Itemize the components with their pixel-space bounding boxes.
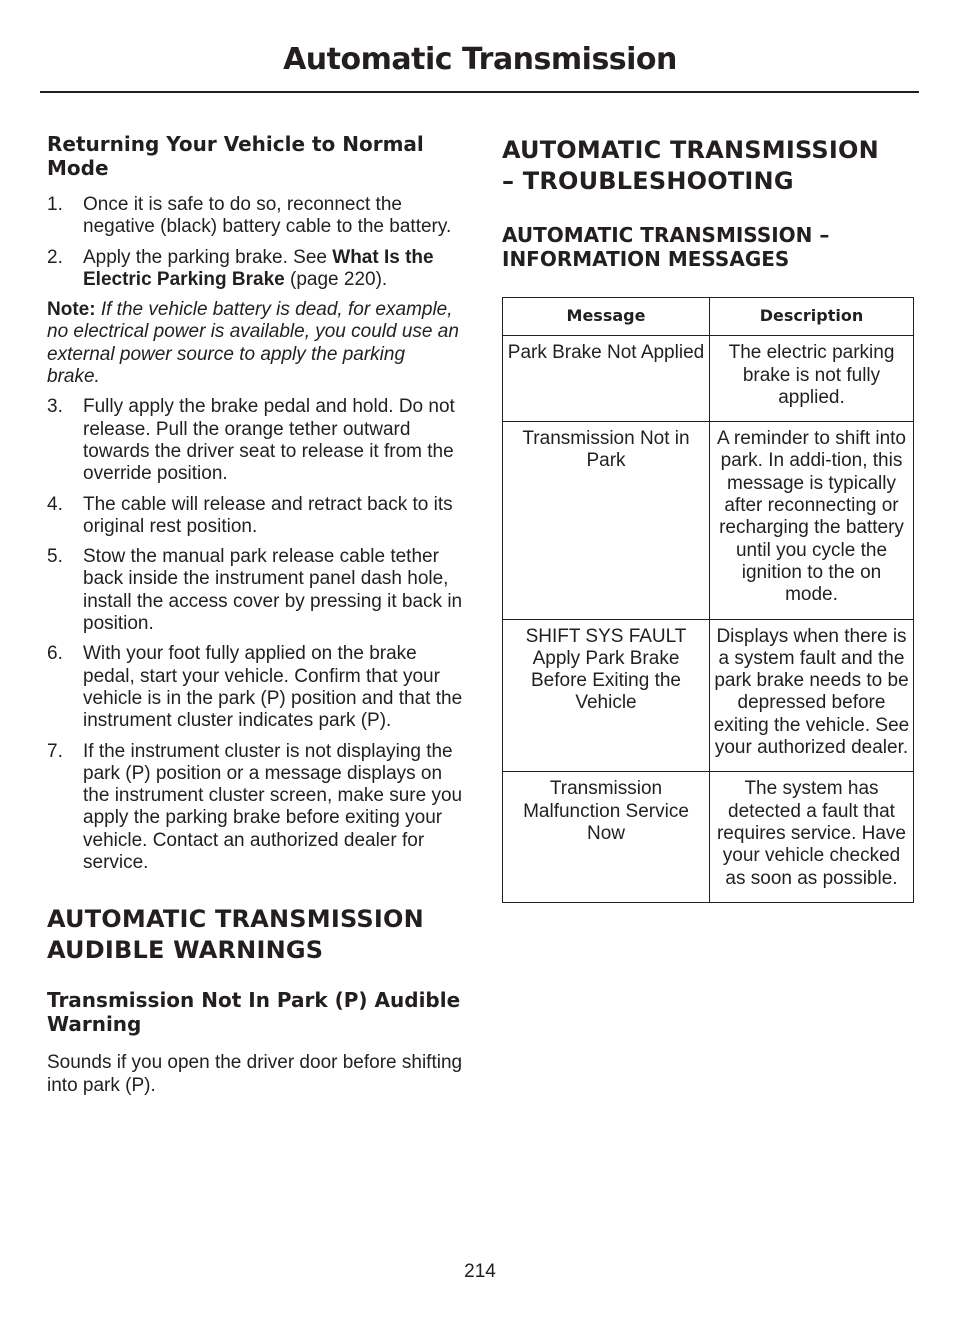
audible-warnings-heading-line2: AUDIBLE WARNINGS (47, 936, 324, 965)
table-row (503, 336, 914, 422)
list-item (47, 247, 463, 292)
steps-list-b (47, 396, 463, 874)
troubleshooting-heading-line2: – TROUBLESHOOTING (502, 167, 794, 195)
step-number: 5. (47, 546, 63, 568)
steps-list-step2 (47, 247, 463, 292)
column-header-message: Message (503, 298, 710, 336)
message-cell: Transmission Malfunction Service Now (503, 772, 710, 902)
not-in-park-text: Sounds if you open the driver door before shifting into park (P). (47, 1052, 463, 1096)
step-number: 3. (47, 396, 63, 418)
step-number: 6. (47, 643, 63, 665)
note-label: Note: (47, 299, 96, 321)
header-rule (40, 91, 919, 93)
step-text: Stow the manual park release cable tether back inside the instrument panel dash hole, install the access cover by pressing it back in position. (83, 546, 463, 635)
step-text: If the instrument cluster is not displaying the park (P) position or a message displays on the instrument cluster screen, make sure you apply the parking brake before exiting your vehicle. Contact an authorized dealer for service. (83, 740, 463, 874)
table-row (503, 772, 914, 902)
list-item (47, 194, 463, 239)
step-text: Once it is safe to do so, reconnect the negative (black) battery cable to the battery. (83, 194, 452, 238)
step-text: Apply the parking brake. See (83, 246, 333, 268)
page-reference: (page 220). (284, 268, 388, 290)
step-number: 1. (47, 194, 63, 215)
message-cell: Park Brake Not Applied (503, 336, 710, 422)
page-number: 214 (464, 1261, 496, 1282)
step-number: 2. (47, 246, 63, 268)
description-cell: The system has detected a fault that requires service. Have your vehicle checked as soon as possible. (710, 772, 914, 902)
list-item (47, 546, 463, 635)
message-cell: SHIFT SYS FAULT Apply Park Brake Before Exiting the Vehicle (503, 619, 710, 772)
step-number: 4. (47, 493, 63, 515)
list-item (47, 396, 463, 485)
cross-reference-link[interactable]: What Is the Electric Parking Brake (83, 246, 434, 290)
audible-warnings-heading-line1: AUTOMATIC TRANSMISSION (47, 905, 424, 934)
description-cell: Displays when there is a system fault and the park brake needs to be depressed before exiting the vehicle. See your authorized dealer. (710, 619, 914, 772)
list-item (47, 643, 463, 732)
right-column (502, 132, 914, 903)
description-cell: The electric parking brake is not fully applied. (710, 336, 914, 422)
note-text: If the vehicle battery is dead, for example, no electrical power is available, you could use an external power source to apply the parking brake. (47, 299, 459, 388)
not-in-park-heading: Transmission Not In Park (P) Audible Warning (47, 988, 461, 1037)
left-column (47, 132, 463, 1116)
column-header-description: Description (710, 298, 914, 336)
information-messages-table (502, 297, 914, 903)
list-item (47, 741, 463, 875)
steps-list-a (47, 194, 463, 239)
table-body (503, 336, 914, 903)
description-cell: A reminder to shift into park. In addi-tion, this message is typically after reconnecting or recharging the battery until you cycle the ignition to the on mode. (710, 422, 914, 619)
returning-heading: Returning Your Vehicle to Normal Mode (47, 132, 424, 180)
step-text: The cable will release and retract back to its original rest position. (83, 493, 453, 537)
step-text: Fully apply the brake pedal and hold. Do not release. Pull the orange tether outward towards the driver seat to release it from the override position. (83, 396, 455, 485)
information-messages-heading: AUTOMATIC TRANSMISSION – INFORMATION MESSAGES (502, 223, 830, 271)
step-text: With your foot fully applied on the brake pedal, start your vehicle. Confirm that your vehicle is in the park (P) position and that the instrument cluster indicates park (P). (83, 643, 463, 732)
list-item (47, 494, 463, 539)
page-title: Automatic Transmission (283, 42, 677, 77)
troubleshooting-heading-line1: AUTOMATIC TRANSMISSION (502, 136, 879, 164)
table-header-row (503, 298, 914, 336)
table-row (503, 619, 914, 772)
step-number: 7. (47, 740, 63, 762)
note (47, 299, 463, 388)
table-row (503, 422, 914, 619)
message-cell: Transmission Not in Park (503, 422, 710, 619)
